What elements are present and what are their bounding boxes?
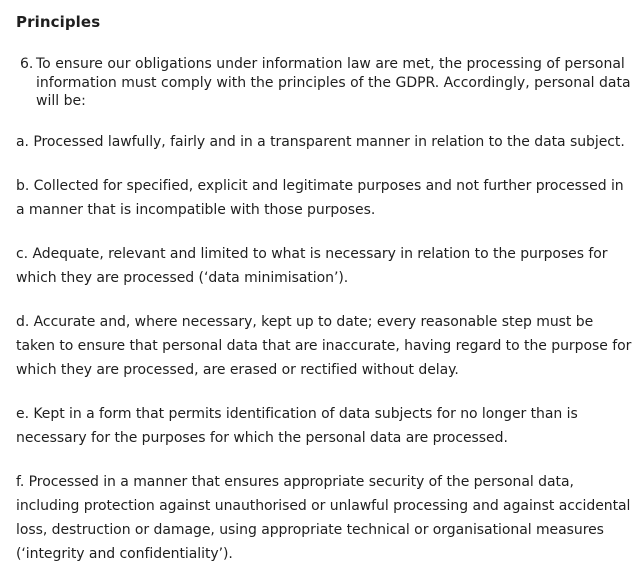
section-heading: Principles — [16, 13, 101, 31]
principle-e: e. Kept in a form that permits identification of data subjects for no longer than is necessary for the purposes for which the personal data are processed. — [16, 406, 578, 446]
intro-paragraph — [20, 55, 632, 111]
paragraph-number: 6. — [20, 56, 34, 72]
principle-b: b. Collected for specified, explicit and legitimate purposes and not further processed in a manner that is incompatible with those purposes. — [16, 178, 624, 218]
principle-a: a. Processed lawfully, fairly and in a transparent manner in relation to the data subject. — [16, 134, 625, 150]
principle-c: c. Adequate, relevant and limited to what is necessary in relation to the purposes for which they are processed (‘data minimisation’). — [16, 246, 608, 286]
principle-d: d. Accurate and, where necessary, kept up to date; every reasonable step must be taken to ensure that personal data that are inaccurate, having regard to the purpose for which they are processed, are erased or rectified without delay. — [16, 314, 632, 378]
principle-f: f. Processed in a manner that ensures appropriate security of the personal data, including protection against unauthorised or unlawful processing and against accidental loss, destruction or damage, using appropriate technical or organisational measures (‘integrity and confidentiality’). — [16, 474, 631, 562]
intro-text: To ensure our obligations under information law are met, the processing of personal information must comply with the principles of the GDPR. Accordingly, personal data will be: — [36, 56, 631, 109]
